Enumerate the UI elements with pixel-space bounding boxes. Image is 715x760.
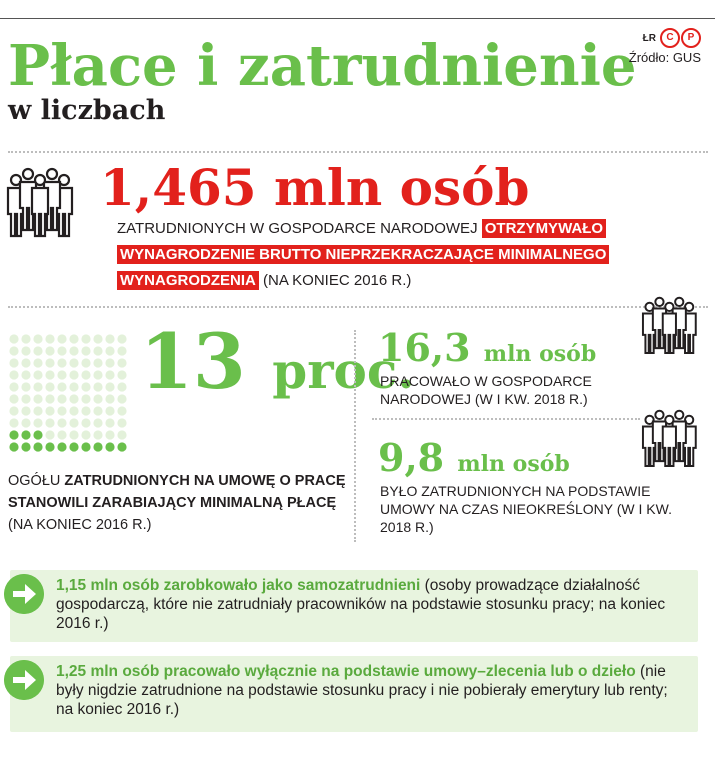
dot-empty [117,394,126,403]
left-stat-description [8,470,348,536]
callout-lead: 1,15 mln osób zarobkowało jako samozatrudnieni [56,577,421,594]
dot-empty [93,334,102,343]
dot-empty [45,382,54,391]
left-stat-unit: proc. [272,341,415,400]
dot-empty [45,370,54,379]
dot-empty [21,394,30,403]
page-subtitle: w liczbach [8,95,166,126]
dot-empty [105,382,114,391]
right-stat-1-number [378,326,596,376]
dot-empty [69,418,78,427]
dot-empty [9,406,18,415]
dot-empty [81,370,90,379]
dot-empty [57,382,66,391]
dot-filled [21,442,30,451]
dot-empty [105,430,114,439]
dot-empty [9,370,18,379]
dot-empty [57,334,66,343]
publisher-logo: C P [660,28,701,48]
top-stat-highlight: OTRZYMYWAŁO WYNAGRODZENIE BRUTTO NIEPRZEKRACZAJĄCE MINIMALNEGO WYNAGRODZENIA [117,219,609,290]
dot-empty [45,406,54,415]
dot-empty [33,406,42,415]
source-label: Źródło: GUS [628,50,701,65]
dot-filled [33,430,42,439]
percentage-dot-grid [8,333,138,453]
dot-empty [93,394,102,403]
dot-empty [69,334,78,343]
left-stat-text: OGÓŁU [8,473,65,489]
dot-empty [93,382,102,391]
dot-empty [105,406,114,415]
dot-empty [69,406,78,415]
top-stat-description [117,216,697,294]
dot-empty [81,382,90,391]
right-stat-2-value: 9,8 [378,435,445,480]
dot-empty [33,382,42,391]
credit-block [629,28,701,67]
author-initials: ŁR [642,32,656,44]
vertical-divider [354,330,356,542]
dot-empty [105,358,114,367]
dot-empty [57,370,66,379]
dot-empty [69,430,78,439]
dot-filled [69,442,78,451]
dot-filled [9,442,18,451]
left-stat-tail: (NA KONIEC 2016 R.) [8,517,152,533]
left-stat-number [140,317,415,411]
dot-empty [117,358,126,367]
dot-empty [21,382,30,391]
dot-empty [69,358,78,367]
right-stat-2-unit: mln osób [457,451,570,477]
dot-empty [117,382,126,391]
people-group-icon [2,166,82,238]
left-stat-value: 13 [140,317,246,406]
dot-empty [33,370,42,379]
dot-empty [69,370,78,379]
dot-empty [33,394,42,403]
dot-empty [117,370,126,379]
divider [372,418,640,420]
people-group-icon [638,408,704,468]
callout-self-employed [10,570,698,642]
dot-empty [21,418,30,427]
callout-lead: 1,25 mln osób pracowało wyłącznie na podstawie umowy–zlecenia lub o dzieło [56,663,636,680]
dot-empty [81,358,90,367]
dot-empty [33,418,42,427]
dot-empty [81,394,90,403]
dot-empty [33,346,42,355]
arrow-right-circle-icon [4,660,44,700]
page-title: Płace i zatrudnienie [8,33,637,99]
dot-empty [105,370,114,379]
dot-empty [81,430,90,439]
dot-empty [57,418,66,427]
dot-empty [117,346,126,355]
callout-text [56,576,686,633]
dot-filled [9,430,18,439]
dot-empty [81,406,90,415]
dot-empty [57,406,66,415]
dot-filled [45,442,54,451]
dot-filled [93,442,102,451]
dot-empty [57,346,66,355]
dot-empty [105,394,114,403]
dot-empty [93,418,102,427]
dot-filled [57,442,66,451]
arrow-right-circle-icon [4,574,44,614]
dot-empty [21,406,30,415]
dot-empty [81,346,90,355]
dot-empty [69,346,78,355]
dot-empty [9,358,18,367]
dot-empty [105,334,114,343]
dot-empty [21,370,30,379]
dot-empty [81,418,90,427]
dot-filled [105,442,114,451]
right-stat-1-value: 16,3 [378,325,471,370]
dot-filled [33,442,42,451]
callout-text [56,662,686,719]
dot-empty [69,382,78,391]
people-group-icon [638,295,704,355]
dot-empty [93,430,102,439]
dot-empty [81,334,90,343]
top-stat-number: 1,465 mln osób [100,158,530,217]
dot-filled [117,442,126,451]
dot-empty [57,358,66,367]
dot-empty [105,346,114,355]
top-stat-tail: (NA KONIEC 2016 R.) [258,272,412,289]
dot-empty [117,430,126,439]
dot-empty [9,346,18,355]
callout-body: (nie były nigdzie zatrudnione na podstawie stosunku pracy i nie pobierały emerytury lub renty; na koniec 2016 r.) [56,663,668,718]
dot-empty [93,346,102,355]
dot-empty [93,406,102,415]
dot-empty [45,430,54,439]
dot-empty [45,358,54,367]
dot-empty [45,394,54,403]
right-stat-1-description: PRACOWAŁO W GOSPODARCE NARODOWEJ (W I KW. 2018 R.) [380,373,592,407]
dot-empty [9,394,18,403]
dot-empty [33,334,42,343]
callout-civil-contracts [10,656,698,732]
dot-filled [21,430,30,439]
dot-empty [69,394,78,403]
divider [8,151,708,153]
dot-empty [93,370,102,379]
dot-empty [117,334,126,343]
dot-empty [45,334,54,343]
callout-body: (osoby prowadzące działalność gospodarczą, które nie zatrudniały pracowników na podstawie stosunku pracy; na koniec 2016 r.) [56,577,666,632]
dot-filled [81,442,90,451]
dot-empty [57,394,66,403]
right-stat-2-number [378,436,570,486]
divider [8,306,708,308]
top-stat-text: ZATRUDNIONYCH W GOSPODARCE NARODOWEJ [117,220,482,237]
dot-empty [9,334,18,343]
right-stat-2-description: BYŁO ZATRUDNIONYCH NA PODSTAWIE UMOWY NA CZAS NIEOKREŚLONY (W I KW. 2018 R.) [380,483,672,535]
dot-empty [117,418,126,427]
left-stat-bold: ZATRUDNIONYCH NA UMOWĘ O PRACĘ STANOWILI ZARABIAJĄCY MINIMALNĄ PŁACĘ [8,473,346,511]
dot-empty [9,382,18,391]
dot-empty [21,334,30,343]
dot-empty [105,418,114,427]
dot-empty [33,358,42,367]
right-stat-1-unit: mln osób [483,341,597,367]
dot-empty [93,358,102,367]
dot-empty [21,358,30,367]
dot-empty [45,418,54,427]
top-rule [0,18,715,19]
dot-empty [57,430,66,439]
dot-empty [21,346,30,355]
dot-empty [45,346,54,355]
dot-empty [9,418,18,427]
dot-empty [117,406,126,415]
